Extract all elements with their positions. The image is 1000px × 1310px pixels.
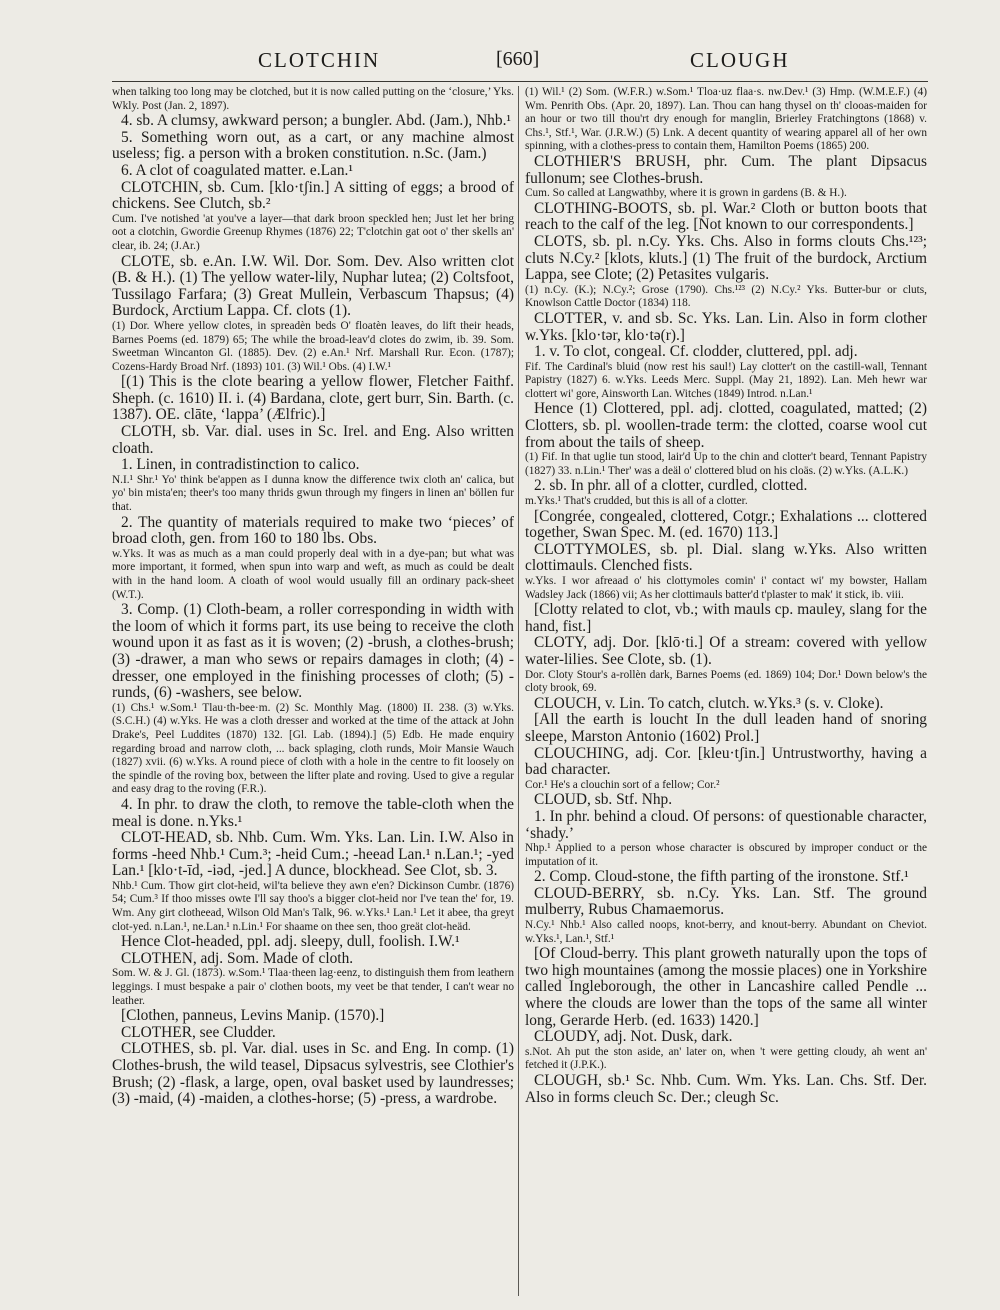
citation-paragraph: Dor. Cloty Stour's a-rollèn dark, Barnes Poems (ed. 1869) 104; Dor.¹ Down below's the cloty brook, 69. [525, 668, 927, 695]
entry-paragraph: 2. sb. In phr. all of a clotter, curdled, clotted. [534, 477, 808, 495]
entry-paragraph: [Of Cloud-berry. This plant groweth naturally upon the tops of two high mountaines (among the mossie places) one in Yorkshire called Ingleborough, the other in Lancashire called Pendle ... where the clouds are lower than the tops of the same all winter long, Gerarde Herb. (ed. 1633) 1420.] [525, 945, 927, 1029]
entry-paragraph: [Clothen, panneus, Levins Manip. (1570).] [121, 1007, 385, 1025]
entry-paragraph: CLOTTER, v. and sb. Sc. Yks. Lan. Lin. Also in form clother w.Yks. [klo·tər, klo·tə(r).] [525, 309, 927, 344]
citation-paragraph: (1) n.Cy. (K.); N.Cy.²; Grose (1790). Chs.¹²³ (2) N.Cy.² Yks. Butter-bur or cluts, Knowlson Cattle Doctor (1834) 118. [525, 283, 927, 310]
entry-paragraph: CLOTHES, sb. pl. Var. dial. uses in Sc. and Eng. In comp. (1) Clothes-brush, the wild teasel, Dipsacus sylvestris, see Clothier's Brush; (2) -flask, a large, open, oval basket used by laundresses; (3) -maid, (4) -maiden, a clothes-horse; (5) -press, a wardrobe. [112, 1040, 514, 1108]
entry-paragraph: CLOTHEN, adj. Som. Made of cloth. [121, 949, 354, 967]
citation-paragraph: m.Yks.¹ That's crudded, but this is all of a clotter. [525, 495, 748, 508]
page-header [0, 48, 1000, 80]
citation-paragraph: w.Yks. I wor afreaad o' his clottymoles comin' i' contact wi' my bowster, Hallam Wadsley Jack (1866) vii; As her clottimauls batter'd t'plaster to mak' it stick, ib. viii. [525, 575, 927, 601]
citation-paragraph: Cor.¹ He's a clouchin sort of a fellow; Cor.² [525, 778, 720, 791]
entry-paragraph: 6. A clot of coagulated matter. e.Lan.¹ [121, 161, 353, 179]
entry-paragraph: 1. In phr. behind a cloud. Of persons: of questionable character, ‘shady.’ [525, 807, 927, 842]
entry-paragraph: 2. The quantity of materials required to make two ‘pieces’ of broad cloth, gen. from 160 to 180 lbs. Obs. [112, 513, 514, 548]
entry-paragraph: CLOUD, sb. Stf. Nhp. [534, 791, 673, 809]
header-right-word: CLOUGH [690, 48, 790, 72]
entry-paragraph: 5. Something worn out, as a cart, or any machine almost useless; fig. a person with a broken constitution. n.Sc. (Jam.) [112, 128, 514, 163]
entry-paragraph: CLOTTYMOLES, sb. pl. Dial. slang w.Yks. Also written clottimauls. Clenched fists. [525, 540, 927, 575]
entry-paragraph: CLOTS, sb. pl. n.Cy. Yks. Chs. Also in forms clouts Chs.¹²³; cluts N.Cy.² [klots, kluts.] (1) The fruit of the burdock, Arctium Lappa, see Clote; (2) Petasites vulgaris. [525, 232, 927, 284]
citation-paragraph: N.Cy.¹ Nhb.¹ Also called noops, knot-berry, and knout-berry. Abundant on Cheviot. w.Yks.¹, Lan.¹, Stf.¹ [525, 919, 927, 945]
citation-paragraph: Cum. So called at Langwathby, where it is grown in gardens (B. & H.). [525, 187, 847, 200]
entry-paragraph: CLOT-HEAD, sb. Nhb. Cum. Wm. Yks. Lan. Lin. I.W. Also in forms -heed Nhb.¹ Cum.³; -heid Cum.; -heead Lan.¹ n.Lan.¹; -yed Lan.¹ [klo·t-īd, -iəd, -jed.] A dunce, blockhead. See Clot, sb. 3. [112, 829, 514, 880]
citation-paragraph: Som. W. & J. Gl. (1873). w.Som.¹ Tlaa·theen lag·eenz, to distinguish them from leathern leggings. I must bespake a pair o' clothen boots, my veet be that tender, I can't wear no leather. [112, 967, 514, 1007]
citation-paragraph: (1) Chs.¹ w.Som.¹ Tlau·th-bee·m. (2) Sc. Monthly Mag. (1800) II. 238. (3) w.Yks. (S.C.H.) (4) w.Yks. He was a cloth dresser and worked at the time of the attack at John Drake's, Peel Luddites (1870) 132. [Gl. Lab. (1894).] (5) Edb. He made enquiry regarding broad and narrow cloth, ... back splaging, cloth runds, Moir Mansie Wauch (1827) xvii. (6) w.Yks. A round piece of cloth with a hole in the centre to fit loosely on the spindle of the roving box, between the lifter plate and roving. Used to give a regular and easy drag to the roving (F.R.). [112, 701, 514, 796]
citation-paragraph: N.I.¹ Shr.¹ Yo' think be'appen as I dunna know the difference twix cloth an' calica, but yo' bin mista'en; theer's too many thrids gwun through my fingers in linen an' böllen fur that. [112, 473, 514, 514]
header-left-word: CLOTCHIN [258, 48, 381, 72]
citation-paragraph: (1) Fif. In that uglie tun stood, lair'd Up to the chin and clotter't beard, Tennant Papistry (1827) 33. n.Lin.¹ Ther' was a deäl o' clottered blud on his cloäs. (2) w.Yks. (A.L.K.) [525, 451, 927, 477]
header-rule [112, 81, 928, 82]
citation-paragraph: Fif. The Cardinal's bluid (now rest his saul!) Lay clotter't on the castill-wall, Tennant Papistry (1827) 6. w.Yks. Leeds Merc. Suppl. (May 21, 1892). Lan. Meh hewr war clottert wi' gore, Ainsworth Lan. Witches (1849) Introd. n.Lan.¹ [525, 360, 927, 400]
entry-paragraph: 3. Comp. (1) Cloth-beam, a roller corresponding in width with the loom of which it forms part, its use being to receive the cloth wound upon it as fast as it is woven; (2) -brush, a clothes-brush; (3) -drawer, a man who sews or repairs damages in cloth; (4) -dresser, one employed in the finishing processes of cloth; (5) -runds, (6) -washers, see below. [112, 601, 514, 702]
entry-paragraph: [All the earth is loucht In the dull leaden hand of snoring sleepe, Marston Antonio (1602) Prol.] [525, 711, 927, 745]
left-column [112, 86, 514, 1296]
entry-paragraph: CLOTY, adj. Dor. [klō·ti.] Of a stream: covered with yellow water-lilies. See Clote, sb. (1). [525, 634, 927, 668]
entry-paragraph: CLOUGH, sb.¹ Sc. Nhb. Cum. Wm. Yks. Lan. Chs. Stf. Der. Also in forms cleuch Sc. Der.; cleugh Sc. [525, 1072, 927, 1106]
citation-paragraph: (1) Wil.¹ (2) Som. (W.F.R.) w.Som.¹ Tloa·uz flaa·s. nw.Dev.¹ (3) Hmp. (W.M.E.F.) (4) Wm. Penrith Obs. (Apr. 20, 1897). Lan. Thou can hang thysel on th' clooas-maiden for an hour or two till thou'rt dry enough for manglin, Brierley Fratchingtons (1868) v. Chs.¹, Stf.¹, War. (J.R.W.) (5) Lnk. A decent quantity of wearing apparel all of her own spinning, with a clothes-press to contain them, Hamilton Poems (1865) 200. [525, 86, 927, 153]
entry-paragraph: 4. In phr. to draw the cloth, to remove the table-cloth when the meal is done. n.Yks.¹ [112, 795, 514, 830]
citation-paragraph: Nhp.¹ Applied to a person whose character is obscured by improper conduct or the imputation of it. [525, 842, 927, 868]
entry-paragraph: [Clotty related to clot, vb.; with mauls cp. mauley, slang for the hand, fist.] [525, 601, 927, 635]
entry-paragraph: CLOTE, sb. e.An. I.W. Wil. Dor. Som. Dev. Also written clot (B. & H.). (1) The yellow water-lily, Nuphar lutea; (2) Coltsfoot, Tussilago Farfara; (3) Great Mullein, Verbascum Thapsus; (4) Burdock, Arctium Lappa. Cf. clots (1). [112, 252, 514, 320]
citation-paragraph: Nhb.¹ Cum. Thow girt clot-heid, wil'ta believe they awn e'en? Dickinson Cumbr. (1876) 54; Cum.³ If thoo misses owte I'll say thoo's a bigger clot-heid nor I've tean the' for, 19. Wm. Any girt clotheead, Wilson Old Man's Talk, 96. w.Yks.¹ Lan.¹ Let it abee, tha greyt clot-yed. n.Lan.¹, ne.Lan.¹ n.Lin.¹ For shaame on thee sen, thoo greät clot-heäd. [112, 879, 514, 933]
citation-paragraph: w.Yks. It was as much as a man could properly deal with in a dye-pan; but what was more important, it formed, when spun into warp and weft, as much as could be dealt with in the hand loom. A cloath of wool would usually fill an ordinary pack-sheet (W.T.). [112, 547, 514, 601]
entry-paragraph: CLOTHIER'S BRUSH, phr. Cum. The plant Dipsacus fullonum; see Clothes-brush. [525, 152, 927, 187]
entry-paragraph: CLOUDY, adj. Not. Dusk, dark. [534, 1028, 733, 1046]
column-divider [518, 86, 519, 1296]
entry-paragraph: CLOUCH, v. Lin. To catch, clutch. w.Yks.³ (s. v. Cloke). [534, 694, 884, 712]
entry-paragraph: CLOUCHING, adj. Cor. [kleu·tʃin.] Untrustworthy, having a bad character. [525, 744, 927, 779]
entry-paragraph: CLOTHING-BOOTS, sb. pl. War.² Cloth or button boots that reach to the calf of the leg. [Not known to our correspondents.] [525, 199, 927, 234]
entry-paragraph: CLOTHER, see Cludder. [121, 1023, 276, 1041]
entry-paragraph: 1. v. To clot, congeal. Cf. clodder, cluttered, ppl. adj. [534, 343, 858, 361]
entry-paragraph: CLOTH, sb. Var. dial. uses in Sc. Irel. and Eng. Also written cloath. [112, 423, 514, 457]
page-number: [660] [496, 48, 540, 70]
entry-paragraph: [Congrée, congealed, clottered, Cotgr.; Exhalations ... clottered together, Swan Spec. M. (ed. 1670) 113.] [525, 507, 927, 542]
citation-paragraph: (1) Dor. Where yellow clotes, in spreadèn beds O' floatèn leaves, do lift their heads, Barnes Poems (ed. 1879) 65; The while the broad-leav'd clotes do zwim, ib. 39. Som. Sweetman Wincanton Gl. (1885). Dev. (2) e.An.¹ Nrf. Marshall Rur. Econ. (1787); Cozens-Hardy Broad Nrf. (1893) 101. (3) Wil.¹ Obs. (4) I.W.¹ [112, 319, 514, 373]
entry-paragraph: 1. Linen, in contradistinction to calico. [121, 456, 360, 474]
entry-paragraph: Hence Clot-headed, ppl. adj. sleepy, dull, foolish. I.W.¹ [121, 933, 460, 951]
citation-paragraph: s.Not. Ah put the ston aside, an' later on, when 't were getting cloudy, ah went an' fetched it (J.P.K.). [525, 1045, 927, 1072]
citation-paragraph: Cum. I've notished 'at you've a layer—that dark broon speckled hen; Just let her bring oot a clotchin, Gwordie Greenup Rhymes (1876) 22; T'clotchin gat oot o' ther skells an' clear, ib. 24; (J.Ar.) [112, 212, 514, 252]
entry-paragraph: Hence (1) Clottered, ppl. adj. clotted, coagulated, matted; (2) Clotters, sb. pl. woollen-trade term: the clotted, coarse wool cut from about the tails of sheep. [525, 400, 927, 451]
entry-paragraph: CLOUD-BERRY, sb. n.Cy. Yks. Lan. Stf. The ground mulberry, Rubus Chamaemorus. [525, 884, 927, 919]
entry-paragraph: [(1) This is the clote bearing a yellow flower, Fletcher Faithf. Sheph. (c. 1610) II. i. (4) Bardana, clote, gert burr, Sin. Barth. (c. 1387). OE. clāte, ‘lappa’ (Ælfric).] [112, 373, 514, 424]
entry-paragraph: 4. sb. A clumsy, awkward person; a bungler. Abd. (Jam.), Nhb.¹ [121, 112, 512, 130]
citation-paragraph: when talking too long may be clotched, but it is now called putting on the ‘closure,’ Yks. Wkly. Post (Jan. 2, 1897). [112, 86, 514, 112]
entry-paragraph: CLOTCHIN, sb. Cum. [klo·tʃin.] A sitting of eggs; a brood of chickens. See Clutch, sb.² [112, 178, 514, 213]
entry-paragraph: 2. Comp. Cloud-stone, the fifth parting of the ironstone. Stf.¹ [534, 868, 909, 886]
right-column [525, 86, 927, 1296]
